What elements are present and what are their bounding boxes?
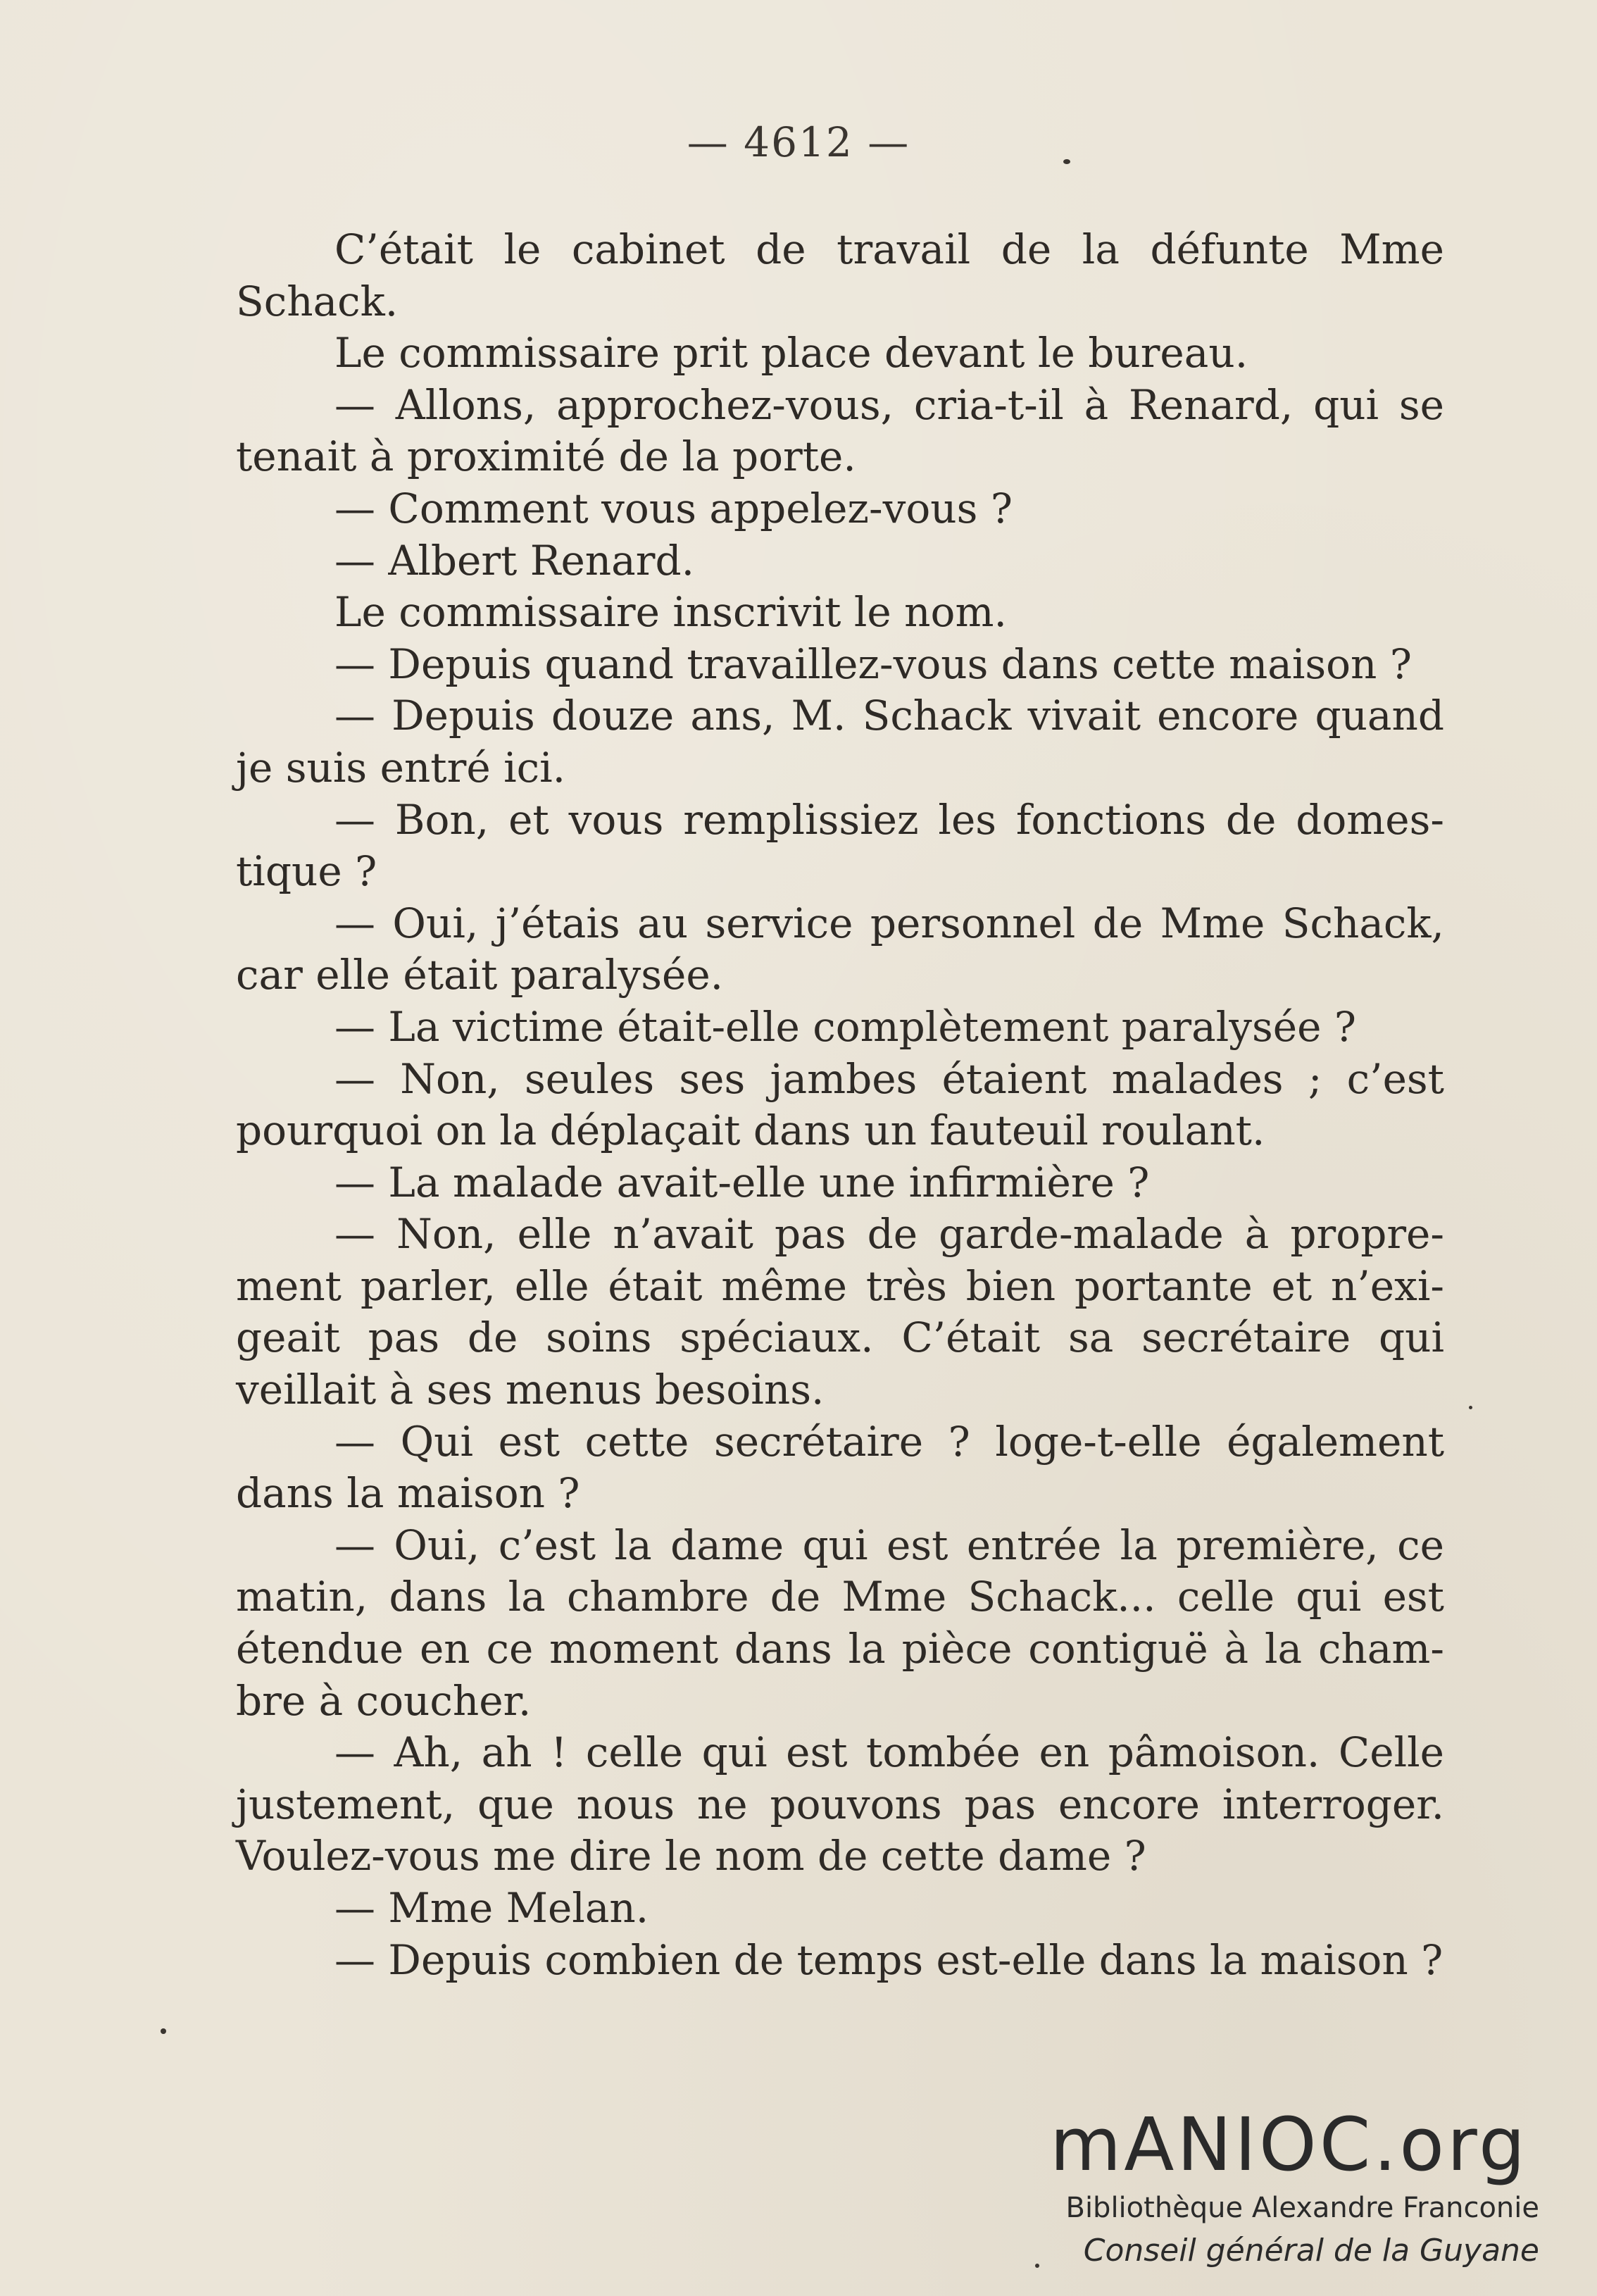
paper-speck	[1469, 1406, 1472, 1409]
paragraph: — Oui, j’étais au service personnel de Mme Schack, car elle était paralysée.	[236, 899, 1444, 999]
paragraph: — Oui, c’est la dame qui est entrée la première, ce matin, dans la chambre de Mme Schack... celle qui est étendue en ce moment dans la pièce contiguë à la chambre à coucher.	[236, 1521, 1444, 1725]
paragraph: — Depuis quand travaillez-vous dans cette maison ?	[334, 639, 1412, 688]
paragraph: — Non, seules ses jambes étaient malades ; c’est pourquoi on la déplaçait dans un fauteuil roulant.	[236, 1054, 1444, 1155]
paragraph: C’était le cabinet de travail de la défunte Mme Schack.	[236, 225, 1444, 325]
paragraph: — Ah, ah ! celle qui est tombée en pâmoison. Celle justement, que nous ne pouvons pas encore interroger. Voulez-vous me dire le nom de cette dame ?	[236, 1728, 1444, 1880]
body-text	[236, 224, 1444, 1986]
logo-council-name: Conseil général de la Guyane	[1083, 2233, 1539, 2269]
manioc-logo	[1018, 2102, 1553, 2273]
logo-library-name: Bibliothèque Alexandre Franconie	[1065, 2192, 1539, 2224]
paragraph: — La victime était-elle complètement paralysée ?	[334, 1002, 1356, 1051]
paragraph: — Albert Renard.	[334, 536, 695, 585]
paragraph: — La malade avait-elle une infirmière ?	[334, 1158, 1150, 1206]
page-number: — 4612 —	[687, 118, 910, 166]
paragraph: — Allons, approchez-vous, cria-t-il à Renard, qui se tenait à proximité de la porte.	[236, 380, 1444, 481]
paragraph: — Mme Melan.	[334, 1884, 649, 1932]
paper-speck	[161, 2028, 166, 2034]
paper-speck	[1035, 2264, 1039, 2268]
paragraph: — Depuis combien de temps est-elle dans la maison ?	[334, 1935, 1443, 1984]
paragraph: — Qui est cette secrétaire ? loge-t-elle également dans la maison ?	[236, 1417, 1444, 1518]
paragraph: — Depuis douze ans, M. Schack vivait encore quand je suis entré ici.	[236, 692, 1444, 792]
paragraph: — Bon, et vous remplissiez les fonctions de domestique ?	[236, 795, 1444, 896]
paragraph: Le commissaire inscrivit le nom.	[334, 588, 1007, 637]
paragraph: — Comment vous appelez-vous ?	[334, 484, 1013, 532]
paper-speck	[1063, 159, 1070, 164]
paragraph: Le commissaire prit place devant le bureau.	[334, 329, 1248, 378]
logo-mark: mANIOC.org	[1049, 2102, 1528, 2188]
paragraph: — Non, elle n’avait pas de garde-malade à proprement parler, elle était même très bien portante et n’exigeait pas de soins spéciaux. C’était sa secrétaire qui veillait à ses menus besoins.	[236, 1210, 1444, 1414]
